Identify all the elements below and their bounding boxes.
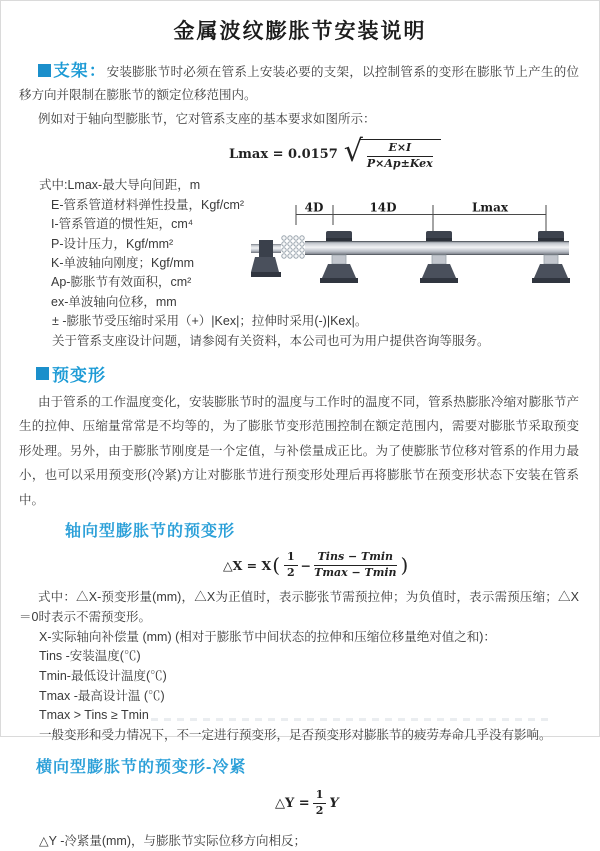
pipe-support-diagram-svg [251,202,571,296]
half-denominator: 2 [287,566,295,580]
temp-numerator: Tins − Tmin [314,551,396,566]
predeform-heading-label: 预变形 [52,365,106,385]
minus-sign: − [300,558,312,574]
clipped-text-line [151,718,554,721]
axial-note-line: Tmin-最低设计温度(℃) [39,668,167,683]
dimension-lines [296,205,546,231]
blue-square-icon [36,367,49,380]
lateral-coldpull-formula [275,789,599,817]
definition-line: 关于管系支座设计问题，请参阅有关资料，本公司也可为用户提供咨询等服务。 [52,333,490,348]
formula1-numerator: E×I [367,142,433,157]
definition-line: ± -膨胀节受压缩时采用（+）|Kex|；拉伸时采用(-)|Kex|。 [52,314,368,329]
definition-line: E-管系管道材料弹性投量，Kgf/cm² [51,197,245,212]
definition-line: K-单波轴向刚度；Kgf/mm [51,255,195,270]
half-fraction [284,551,298,579]
formula1-fraction [367,142,433,170]
definitions-and-diagram [1,176,599,351]
dim-label-4d: 4D [304,200,324,215]
axial-note-line: X-实际轴向补偿量 (mm) (相对于膨胀节中间状态的拉伸和压缩位移量绝对值之和)： [39,629,496,644]
axial-note-line: Tins -安装温度(℃) [39,649,141,664]
pipe [305,241,569,255]
formula1-denominator: P×Ap±Kex [366,156,433,170]
axial-subheading: 轴向型膨胀节的预变形 [65,523,236,541]
dim-label-lmax: Lmax [471,200,509,215]
definition-line: Ap-膨胀节有效面积，cm² [51,275,192,290]
guide-support [420,231,458,283]
dim-label-14d: 14D [369,200,397,215]
half-numerator: 1 [284,551,298,566]
definition-line: I-管系管道的惯性矩，cm⁴ [51,217,194,232]
radicand [359,139,441,170]
radical-sign: √ [343,134,363,170]
temp-denominator: Tmax − Tmin [314,566,397,580]
formula2-prefix: △X = X [223,558,272,574]
page-title: 金属波纹膨胀节安装说明 [173,20,427,43]
half-numerator: 1 [313,789,327,804]
half-fraction [313,789,327,817]
support-heading [38,62,107,80]
lateral-subheading: 横向型膨胀节的预变形-冷紧 [36,759,247,777]
support-heading-label: 支架： [53,62,107,80]
axial-note-line: Tmax > Tins ≥ Tmin [39,708,149,723]
definition-line: ex-单波轴向位移，mm [51,294,177,309]
pipe-support-diagram [251,202,571,296]
axial-note-line: Tmax -最高设计温 (℃) [39,688,165,703]
sqrt-radical [343,134,441,170]
formula3-prefix: △Y = [275,795,310,811]
anchor-foot [251,257,279,272]
guide-support [320,231,358,283]
anchor-base [251,272,281,277]
close-paren: ) [400,552,409,577]
support-intro-text: 安装膨胀节时必须在管系上安装必要的支架，以控制管系的变形在膨胀节上产生的位移方向并限制在膨胀节的额定位移范围内。 [19,65,579,102]
anchor-block [259,240,273,257]
formula3-suffix: Y [329,795,339,811]
predeform-body-paragraph: 由于管系的工作温度变化，安装膨胀节时的温度与工作时的温度不同，管系热膨胀冷缩对膨胀节产生的拉伸、压缩量常常是不均等的，为了膨胀节变形范围控制在额定范围内，需要对膨胀节采取预变形处理。另外，由于膨胀节刚度是一个定值，与补偿量成正比。为了使膨胀节位移对管系的作用力最小，也可以采用预变形(冷紧)方让对膨胀节进行预变形处理后再将膨胀节在预变形状态下安装在管系中。 [19,394,579,507]
lateral-note-line: △Y -冷紧量(mm)，与膨胀节实际位移方向相反； [39,833,307,848]
guide-spacing-formula [229,134,599,170]
formula1-prefix: Lmax = 0.0157 [229,147,338,163]
definition-line: P-设计压力，Kgf/mm² [51,236,174,251]
temperature-fraction [314,551,396,579]
half-denominator: 2 [315,803,324,817]
support-intro-paragraph [19,60,579,107]
predeform-heading [36,361,599,386]
bellows-icon [282,236,304,258]
support-example-line: 例如对于轴向型膨胀节，它对管系支座的基本要求如图所示： [38,112,376,126]
axial-note-line: 一般变形和受力情况下，不一定进行预变形，足否预变形对膨胀节的疲劳寿命几乎没有影响。 [39,727,552,742]
guide-support [532,231,570,283]
axial-note-paragraph: 式中：△X-预变形量(mm)，△X为正值时，表示膨张节需预拉伸；为负值时，表示需预压缩；△X＝0时表示不需预变形。 [19,589,579,625]
open-paren: ( [272,552,280,577]
blue-square-icon [38,64,51,77]
definition-line: 式中:Lmax-最大导向间距，m [39,178,201,193]
axial-predeform-formula [223,551,599,579]
